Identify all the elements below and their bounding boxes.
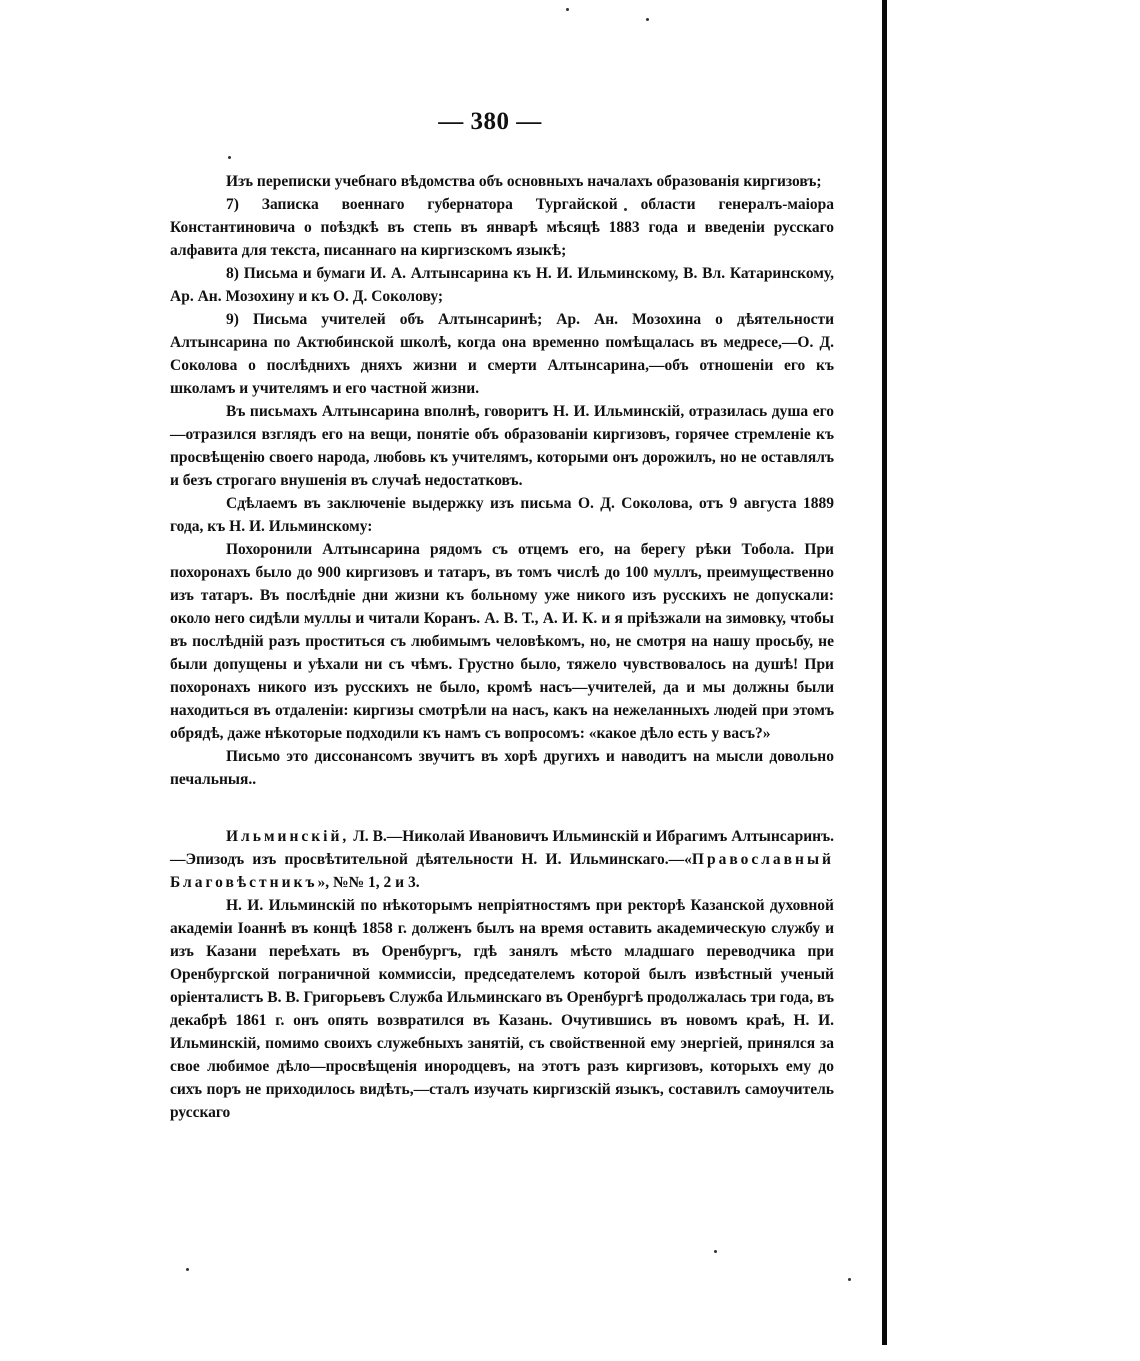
bibliography-entry — [170, 825, 834, 894]
print-speck — [186, 1268, 189, 1271]
print-speck — [646, 18, 649, 21]
paragraph: Сдѣлаемъ въ заключеніе выдержку изъ письма О. Д. Соколова, отъ 9 августа 1889 года, къ Н. И. Ильминскому: — [170, 495, 834, 535]
bibliography-author: Ильминскій, — [226, 828, 350, 845]
page-edge-rule — [882, 0, 887, 1345]
paragraph: Н. И. Ильминскій по нѣкоторымъ непріятностямъ при ректорѣ Казанской духовной академіи Іоаннѣ въ концѣ 1858 г. долженъ былъ на время оставить академическую службу и изъ Казани переѣхать въ Оренбургъ, гдѣ занялъ мѣсто младшаго переводчика при Оренбургской пограничной коммиссіи, председателемъ которой былъ извѣстный ученый оріенталистъ В. В. Григорьевъ Служба Ильминскаго въ Оренбургѣ продолжалась три года, въ декабрѣ 1861 г. онъ опять возвратился въ Казань. Очутившись въ новомъ краѣ, Н. И. Ильминскій, помимо своихъ служебныхъ занятій, съ свойственной ему энергіей, принялся за свое любимое дѣло—просвѣщенія инородцевъ, на этотъ разъ киргизовъ, которыхъ ему до сихъ поръ не приходилось видѣть,—сталъ изучать киргизскій языкъ, составилъ самоучитель русскаго — [170, 897, 834, 1121]
paragraph: 8) Письма и бумаги И. А. Алтынсарина къ Н. И. Ильминскому, В. Вл. Катаринскому, Ар. Ан. Мозохину и къ О. Д. Соколову; — [170, 265, 834, 305]
bibliography-journal: Православный Благовѣстникъ — [170, 851, 834, 891]
paragraph: 7) Записка военнаго губернатора Тургайской области генералъ-маіора Константиновича о поѣздкѣ въ степь въ январѣ мѣсяцѣ 1883 года и введеніи русскаго алфавита для текста, писаннаго на киргизскомъ языкѣ; — [170, 196, 834, 259]
paragraph: Въ письмахъ Алтынсарина вполнѣ, говоритъ Н. И. Ильминскій, отразилась душа его—отразился взглядъ его на вещи, понятіе объ образованіи киргизовъ, горячее стремленіе къ просвѣщенію своего народа, любовь къ учителямъ, которыми онъ дорожилъ, но не оставлялъ и безъ строгаго внушенія въ случаѣ недостатковъ. — [170, 403, 834, 489]
print-speck — [566, 8, 569, 11]
paragraph: Письмо это диссонансомъ звучитъ въ хорѣ другихъ и наводитъ на мысли довольно печальныя.. — [170, 748, 834, 788]
quoted-letter: Похоронили Алтынсарина рядомъ съ отцемъ его, на берегу рѣки Тобола. При похоронахъ было до 900 киргизовъ и татаръ, въ томъ числѣ до 100 муллъ, преимущественно изъ татаръ. Въ послѣдніе дни жизни къ больному уже никого изъ русскихъ не допускали: около него сидѣли муллы и читали Коранъ. А. В. Т., А. И. К. и я пріѣзжали на зимовку, чтобы въ послѣдній разъ проститься съ любимымъ человѣкомъ, но, не смотря на нашу просьбу, не были допущены и уѣхали ни съ чѣмъ. Грустно было, тяжело чувствовалось на душѣ! При похоронахъ никого изъ русскихъ не было, кромѣ насъ—учителей, да и мы должны были находиться въ отдаленіи: киргизы смотрѣли на насъ, какъ на нежеланныхъ людей при этомъ обрядѣ, даже нѣкоторые подходили къ намъ съ вопросомъ: «какое дѣло есть у васъ?» — [170, 541, 834, 742]
print-speck — [714, 1250, 717, 1253]
body-text — [170, 170, 834, 1124]
print-speck — [848, 1278, 851, 1281]
paragraph: 9) Письма учителей объ Алтынсаринѣ; Ар. Ан. Мозохина о дѣятельности Алтынсарина по Актюбинской школѣ, когда она временно помѣщалась въ медресе,—О. Д. Соколова о послѣднихъ дняхъ жизни и смерти Алтынсарина,—объ отношеніи его къ школамъ и учителямъ и его частной жизни. — [170, 311, 834, 397]
section-gap — [170, 791, 834, 825]
paragraph: Изъ переписки учебнаго вѣдомства объ основныхъ началахъ образованія киргизовъ; — [226, 173, 822, 190]
bibliography-issues: », №№ 1, 2 и 3. — [317, 874, 420, 891]
print-speck — [228, 156, 231, 159]
page-number: — 380 — — [438, 108, 542, 135]
bibliography-title: Л. В.—Николай Ивановичъ Ильминскій и Ибрагимъ Алтынсаринъ.—Эпизодъ изъ просвѣтительной дѣятельности Н. И. Ильминскаго.—« — [170, 828, 834, 868]
